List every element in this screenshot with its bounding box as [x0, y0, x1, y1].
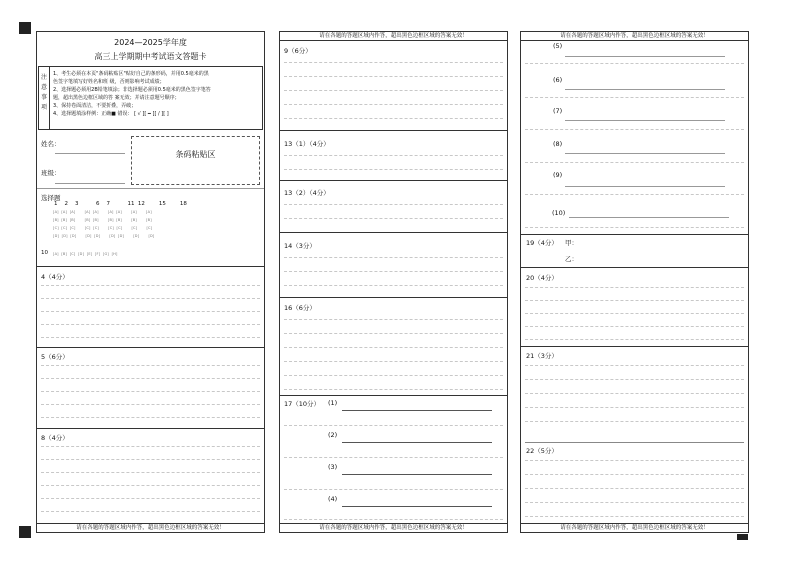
answer-line[interactable]: [41, 311, 260, 312]
choice-section-label: 选择题: [41, 194, 61, 202]
q18-part-6-line[interactable]: [565, 89, 725, 90]
answer-line[interactable]: [41, 472, 260, 473]
answer-line[interactable]: [284, 257, 503, 258]
answer-line[interactable]: [284, 389, 503, 390]
answer-line[interactable]: [284, 519, 503, 520]
q18-part-8-label: (8): [553, 140, 563, 148]
section-divider: [521, 234, 748, 235]
section-divider: [280, 297, 507, 298]
answer-line[interactable]: [41, 485, 260, 486]
q18-part-8-line[interactable]: [565, 153, 725, 154]
alignment-marker-top-left: [19, 22, 31, 34]
answer-line[interactable]: [284, 347, 503, 348]
notice-label: [39, 67, 50, 129]
answer-line[interactable]: [525, 407, 744, 408]
section-divider: [37, 347, 264, 348]
q14-label: 14（3分）: [284, 242, 316, 250]
notice-box: [38, 66, 263, 130]
answer-column-1: [36, 31, 265, 533]
q19-label: 19（4分）: [526, 239, 558, 247]
bottom-warning-strip: 请在各题的答题区域内作答，超出黑色边框区域的答案无效！: [280, 523, 507, 532]
answer-line[interactable]: [284, 155, 503, 156]
answer-line[interactable]: [284, 457, 503, 458]
q16-label: 16（6分）: [284, 304, 316, 312]
choice-question-numbers: 1 2 3 6 7 11 12 15 18: [54, 201, 187, 207]
answer-line[interactable]: [525, 339, 744, 340]
answer-line[interactable]: [525, 63, 744, 64]
answer-line[interactable]: [284, 118, 503, 119]
q18-part-9-line[interactable]: [565, 186, 725, 187]
q17-part-4-line[interactable]: [342, 506, 492, 507]
answer-line[interactable]: [284, 169, 503, 170]
answer-line[interactable]: [525, 421, 744, 422]
q17-part-3-line[interactable]: [342, 474, 492, 475]
bottom-warning-strip: 请在各题的答题区域内作答，超出黑色边框区域的答案无效！: [37, 523, 264, 532]
notice-label-text: 注意事项: [40, 74, 47, 111]
q18-part-9-label: (9): [553, 171, 563, 179]
name-field[interactable]: [55, 153, 125, 154]
answer-line[interactable]: [41, 285, 260, 286]
q17-label: 17（10分）: [284, 400, 321, 408]
q17-part-1-label: (1): [328, 399, 338, 407]
answer-line[interactable]: [41, 417, 260, 418]
answer-line[interactable]: [525, 313, 744, 314]
answer-line[interactable]: [525, 488, 744, 489]
answer-line[interactable]: [284, 104, 503, 105]
answer-line[interactable]: [41, 511, 260, 512]
answer-line[interactable]: [525, 365, 744, 366]
q19-jia-label: 甲：: [565, 239, 578, 247]
answer-line[interactable]: [284, 204, 503, 205]
barcode-label: 条码粘贴区: [175, 150, 216, 159]
q5-label: 5（6分）: [41, 353, 69, 361]
answer-line[interactable]: [284, 218, 503, 219]
choice-options-a[interactable]: [A] [A] [A] [A] [A] [A] [A] [A] [A]: [53, 210, 152, 214]
notice-line: 3、保持卷面清洁，不要折叠，弄破；: [53, 103, 137, 109]
q18-part-6-label: (6): [553, 76, 563, 84]
answer-line[interactable]: [41, 404, 260, 405]
answer-line[interactable]: [525, 97, 744, 98]
q17-part-2-label: (2): [328, 431, 338, 439]
q18-part-7-line[interactable]: [565, 120, 725, 121]
answer-line[interactable]: [525, 194, 744, 195]
section-divider: [521, 346, 748, 347]
choice-q10-options[interactable]: [A] [B] [C] [D] [E] [F] [G] [H]: [53, 252, 118, 256]
answer-line[interactable]: [284, 285, 503, 286]
answer-line[interactable]: [525, 379, 744, 380]
notice-line: 2、选择题必须用2B铅笔填涂；非选择题必须用0.5毫米的黑色签字笔答: [53, 87, 211, 93]
answer-line[interactable]: [41, 378, 260, 379]
choice-options-b[interactable]: [B] [B] [B] [B] [B] [B] [B] [B] [B]: [53, 218, 152, 222]
notice-line: 4、选择题填涂样例：正确■ 错误： [ √ ][ ━ ][ / ][ ]: [53, 111, 169, 117]
barcode-area: [131, 136, 260, 185]
answer-line[interactable]: [41, 498, 260, 499]
answer-line[interactable]: [41, 298, 260, 299]
q13-2-label: 13（2）（4分）: [284, 189, 330, 197]
q9-label: 9（6分）: [284, 47, 312, 55]
q18-part-5-label: (5): [553, 42, 563, 50]
answer-line[interactable]: [525, 516, 744, 517]
answer-line[interactable]: [284, 76, 503, 77]
section-divider: [280, 180, 507, 181]
answer-line[interactable]: [525, 162, 744, 163]
q17-part-3-label: (3): [328, 463, 338, 471]
section-divider: [280, 395, 507, 396]
q18-part-10-label: (10): [552, 209, 566, 217]
answer-line[interactable]: [284, 425, 503, 426]
exam-title: 高三上学期期中考试语文答题卡: [94, 52, 207, 61]
school-year-title: 2024—2025学年度: [114, 38, 187, 47]
answer-line[interactable]: [41, 337, 260, 338]
answer-line[interactable]: [284, 62, 503, 63]
choice-options-d[interactable]: [D] [D] [D] [D] [D] [D] [D] [D] [D]: [53, 234, 155, 238]
answer-line[interactable]: [525, 474, 744, 475]
answer-line[interactable]: [284, 271, 503, 272]
q13-1-label: 13（1）（4分）: [284, 140, 330, 148]
alignment-marker-bottom-right: [737, 534, 748, 540]
q17-part-4-label: (4): [328, 495, 338, 503]
answer-column-3: [520, 31, 749, 533]
top-warning-strip: 请在各题的答题区域内作答，超出黑色边框区域的答案无效！: [280, 32, 507, 41]
top-warning-strip: 请在各题的答题区域内作答，超出黑色边框区域的答案无效！: [521, 32, 748, 41]
choice-q10-number: 10: [41, 250, 48, 256]
answer-line[interactable]: [525, 326, 744, 327]
q18-part-5-line[interactable]: [565, 56, 725, 57]
section-divider: [37, 428, 264, 429]
alignment-marker-bottom-left: [19, 526, 31, 538]
answer-line[interactable]: [525, 300, 744, 301]
answer-line[interactable]: [525, 393, 744, 394]
answer-line[interactable]: [525, 502, 744, 503]
answer-line[interactable]: [41, 324, 260, 325]
divider: [37, 188, 264, 189]
answer-line[interactable]: [525, 227, 744, 228]
answer-line[interactable]: [525, 460, 744, 461]
class-field[interactable]: [55, 183, 125, 184]
q18-part-7-label: (7): [553, 107, 563, 115]
answer-line[interactable]: [41, 365, 260, 366]
bottom-warning-strip: 请在各题的答题区域内作答，超出黑色边框区域的答案无效！: [521, 523, 748, 532]
notice-instructions: [53, 70, 259, 118]
section-divider: [37, 266, 264, 267]
name-label: 姓名：: [41, 140, 61, 148]
answer-line[interactable]: [41, 391, 260, 392]
q4-label: 4（4分）: [41, 273, 69, 281]
q8-label: 8（4分）: [41, 434, 69, 442]
choice-options-c[interactable]: [C] [C] [C] [C] [C] [C] [C] [C] [C]: [53, 226, 153, 230]
q22-label: 22（5分）: [526, 447, 558, 455]
answer-line[interactable]: [284, 90, 503, 91]
answer-line[interactable]: [41, 446, 260, 447]
answer-line[interactable]: [284, 333, 503, 334]
q21-label: 21（3分）: [526, 352, 558, 360]
notice-line: 色签字笔填写好姓名和班 级，否则影响考试成绩；: [53, 79, 165, 85]
q19-yi-label: 乙：: [565, 255, 578, 263]
answer-line[interactable]: [525, 442, 744, 443]
answer-line[interactable]: [284, 489, 503, 490]
section-divider: [280, 130, 507, 131]
answer-line[interactable]: [284, 361, 503, 362]
q17-part-2-line[interactable]: [342, 442, 492, 443]
answer-line[interactable]: [525, 129, 744, 130]
notice-line: 题，超出黑色边框区域的答 案无效；并请注意题号顺序；: [53, 95, 180, 101]
answer-column-2: [279, 31, 508, 533]
q18-part-10-line[interactable]: [569, 217, 729, 218]
q20-label: 20（4分）: [526, 274, 558, 282]
section-divider: [280, 232, 507, 233]
section-divider: [521, 267, 748, 268]
q17-part-1-line[interactable]: [342, 410, 492, 411]
answer-line[interactable]: [41, 459, 260, 460]
class-label: 班级：: [41, 169, 61, 177]
answer-line[interactable]: [525, 287, 744, 288]
answer-line[interactable]: [284, 319, 503, 320]
notice-line: 1、考生必须在本页"条码粘贴区"贴好自己的条形码，并用0.5毫米的黑: [53, 71, 209, 77]
answer-line[interactable]: [284, 375, 503, 376]
